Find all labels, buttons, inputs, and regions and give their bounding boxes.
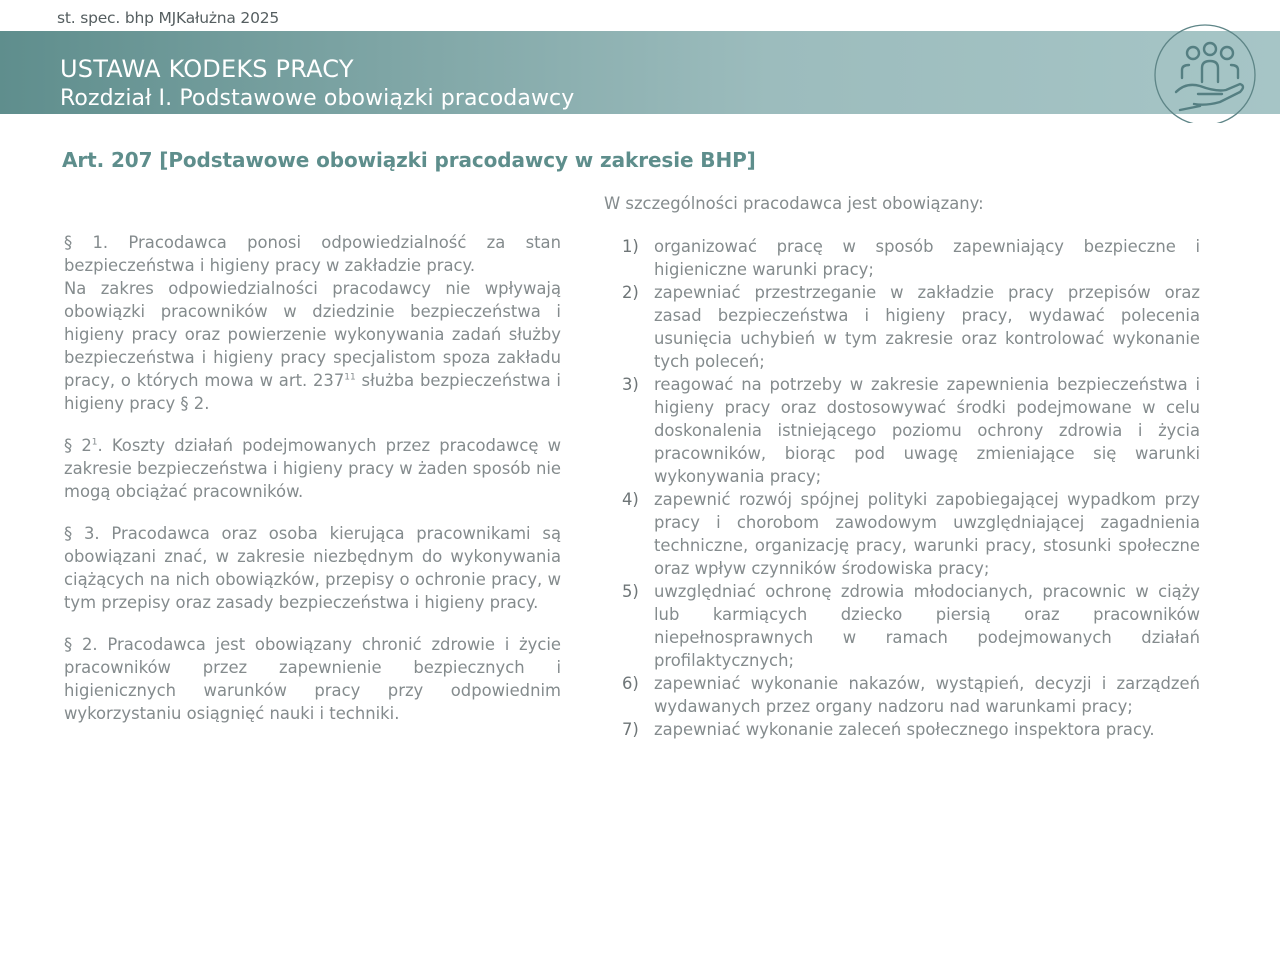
list-item <box>622 718 1200 741</box>
item-text: reagować na potrzeby w zakresie zapewnienia bezpieczeństwa i higieny pracy oraz dostosowywać środki podejmowane w celu doskonalenia istniejącego poziomu ochrony zdrowia i życia pracowników, biorąc pod uwagę zmieniające się warunki wykonywania pracy; <box>654 375 1200 486</box>
list-item <box>622 235 1200 281</box>
item-text: zapewniać wykonanie nakazów, wystąpień, decyzji i zarządzeń wydawanych przez organy nadzoru nad warunkami pracy; <box>654 674 1200 716</box>
paragraph-3: § 3. Pracodawca oraz osoba kierująca pracownikami są obowiązani znać, w zakresie niezbędnym do wykonywania ciążących na nich obowiązków, przepisy o ochronie pracy, w tym przepisy oraz zasady bezpieczeństwa i higieny pracy. <box>64 524 561 612</box>
chapter-subtitle: Rozdział I. Podstawowe obowiązki pracodawcy <box>60 86 575 111</box>
superscript: 1 <box>91 437 98 448</box>
paragraph-1-text: Na zakres odpowiedzialności pracodawcy nie wpływają obowiązki pracowników w dziedzinie bezpieczeństwa i higieny pracy oraz powierzenie wykonywania zadań służby bezpieczeństwa i higieny pracy specjalistom spoza zakładu pracy, o których mowa w art. 237 <box>64 279 561 390</box>
item-number: 2) <box>622 283 639 302</box>
item-number: 4) <box>622 490 639 509</box>
left-column <box>64 231 561 725</box>
obligations-intro: W szczególności pracodawca jest obowiązany: <box>604 194 984 213</box>
document-title: USTAWA KODEKS PRACY <box>60 55 354 83</box>
item-text: zapewniać wykonanie zaleceń społecznego inspektora pracy. <box>654 720 1155 739</box>
item-text: zapewnić rozwój spójnej polityki zapobiegającej wypadkom przy pracy i chorobom zawodowym uwzględniającej zagadnienia techniczne, organizację pracy, warunki pracy, stosunki społeczne oraz wpływ czynników środowiska pracy; <box>654 490 1200 578</box>
paragraph-1-sentence-2 <box>64 277 561 415</box>
list-item <box>622 373 1200 488</box>
item-number: 5) <box>622 582 639 601</box>
paragraph-2-1-text: . Koszty działań podejmowanych przez pracodawcę w zakresie bezpieczeństwa i higieny pracy w żaden sposób nie mogą obciążać pracowników. <box>64 436 561 501</box>
item-number: 7) <box>622 720 639 739</box>
list-item <box>622 580 1200 672</box>
author-note: st. spec. bhp MJKałużna 2025 <box>57 9 280 27</box>
list-item <box>622 281 1200 373</box>
article-heading: Art. 207 [Podstawowe obowiązki pracodawcy w zakresie BHP] <box>62 148 756 172</box>
item-number: 3) <box>622 375 639 394</box>
item-number: 1) <box>622 237 639 256</box>
paragraph-2-1-label: § 2 <box>64 436 92 455</box>
people-in-hand-icon <box>1150 0 1280 123</box>
header-band <box>0 31 1280 114</box>
paragraph-2-1 <box>64 434 561 503</box>
paragraph-1-sentence-1: § 1. Pracodawca ponosi odpowiedzialność za stan bezpieczeństwa i higieny pracy w zakładzie pracy. <box>64 233 561 275</box>
paragraph-2: § 2. Pracodawca jest obowiązany chronić zdrowie i życie pracowników przez zapewnienie bezpiecznych i higienicznych warunków pracy przy odpowiednim wykorzystaniu osiągnięć nauki i techniki. <box>64 635 561 723</box>
list-item <box>622 488 1200 580</box>
item-number: 6) <box>622 674 639 693</box>
superscript: 11 <box>344 372 356 383</box>
paragraph-1-text-end: służba bezpieczeństwa i higieny pracy § 2. <box>64 371 561 413</box>
obligations-list <box>622 235 1200 741</box>
item-text: organizować pracę w sposób zapewniający bezpieczne i higieniczne warunki pracy; <box>654 237 1200 279</box>
list-item <box>622 672 1200 718</box>
item-text: uwzględniać ochronę zdrowia młodocianych, pracownic w ciąży lub karmiących dziecko piersią oraz pracowników niepełnosprawnych w ramach podejmowanych działań profilaktycznych; <box>654 582 1200 670</box>
item-text: zapewniać przestrzeganie w zakładzie pracy przepisów oraz zasad bezpieczeństwa i higieny pracy, wydawać polecenia usunięcia uchybień w tym zakresie oraz kontrolować wykonanie tych poleceń; <box>654 283 1200 371</box>
